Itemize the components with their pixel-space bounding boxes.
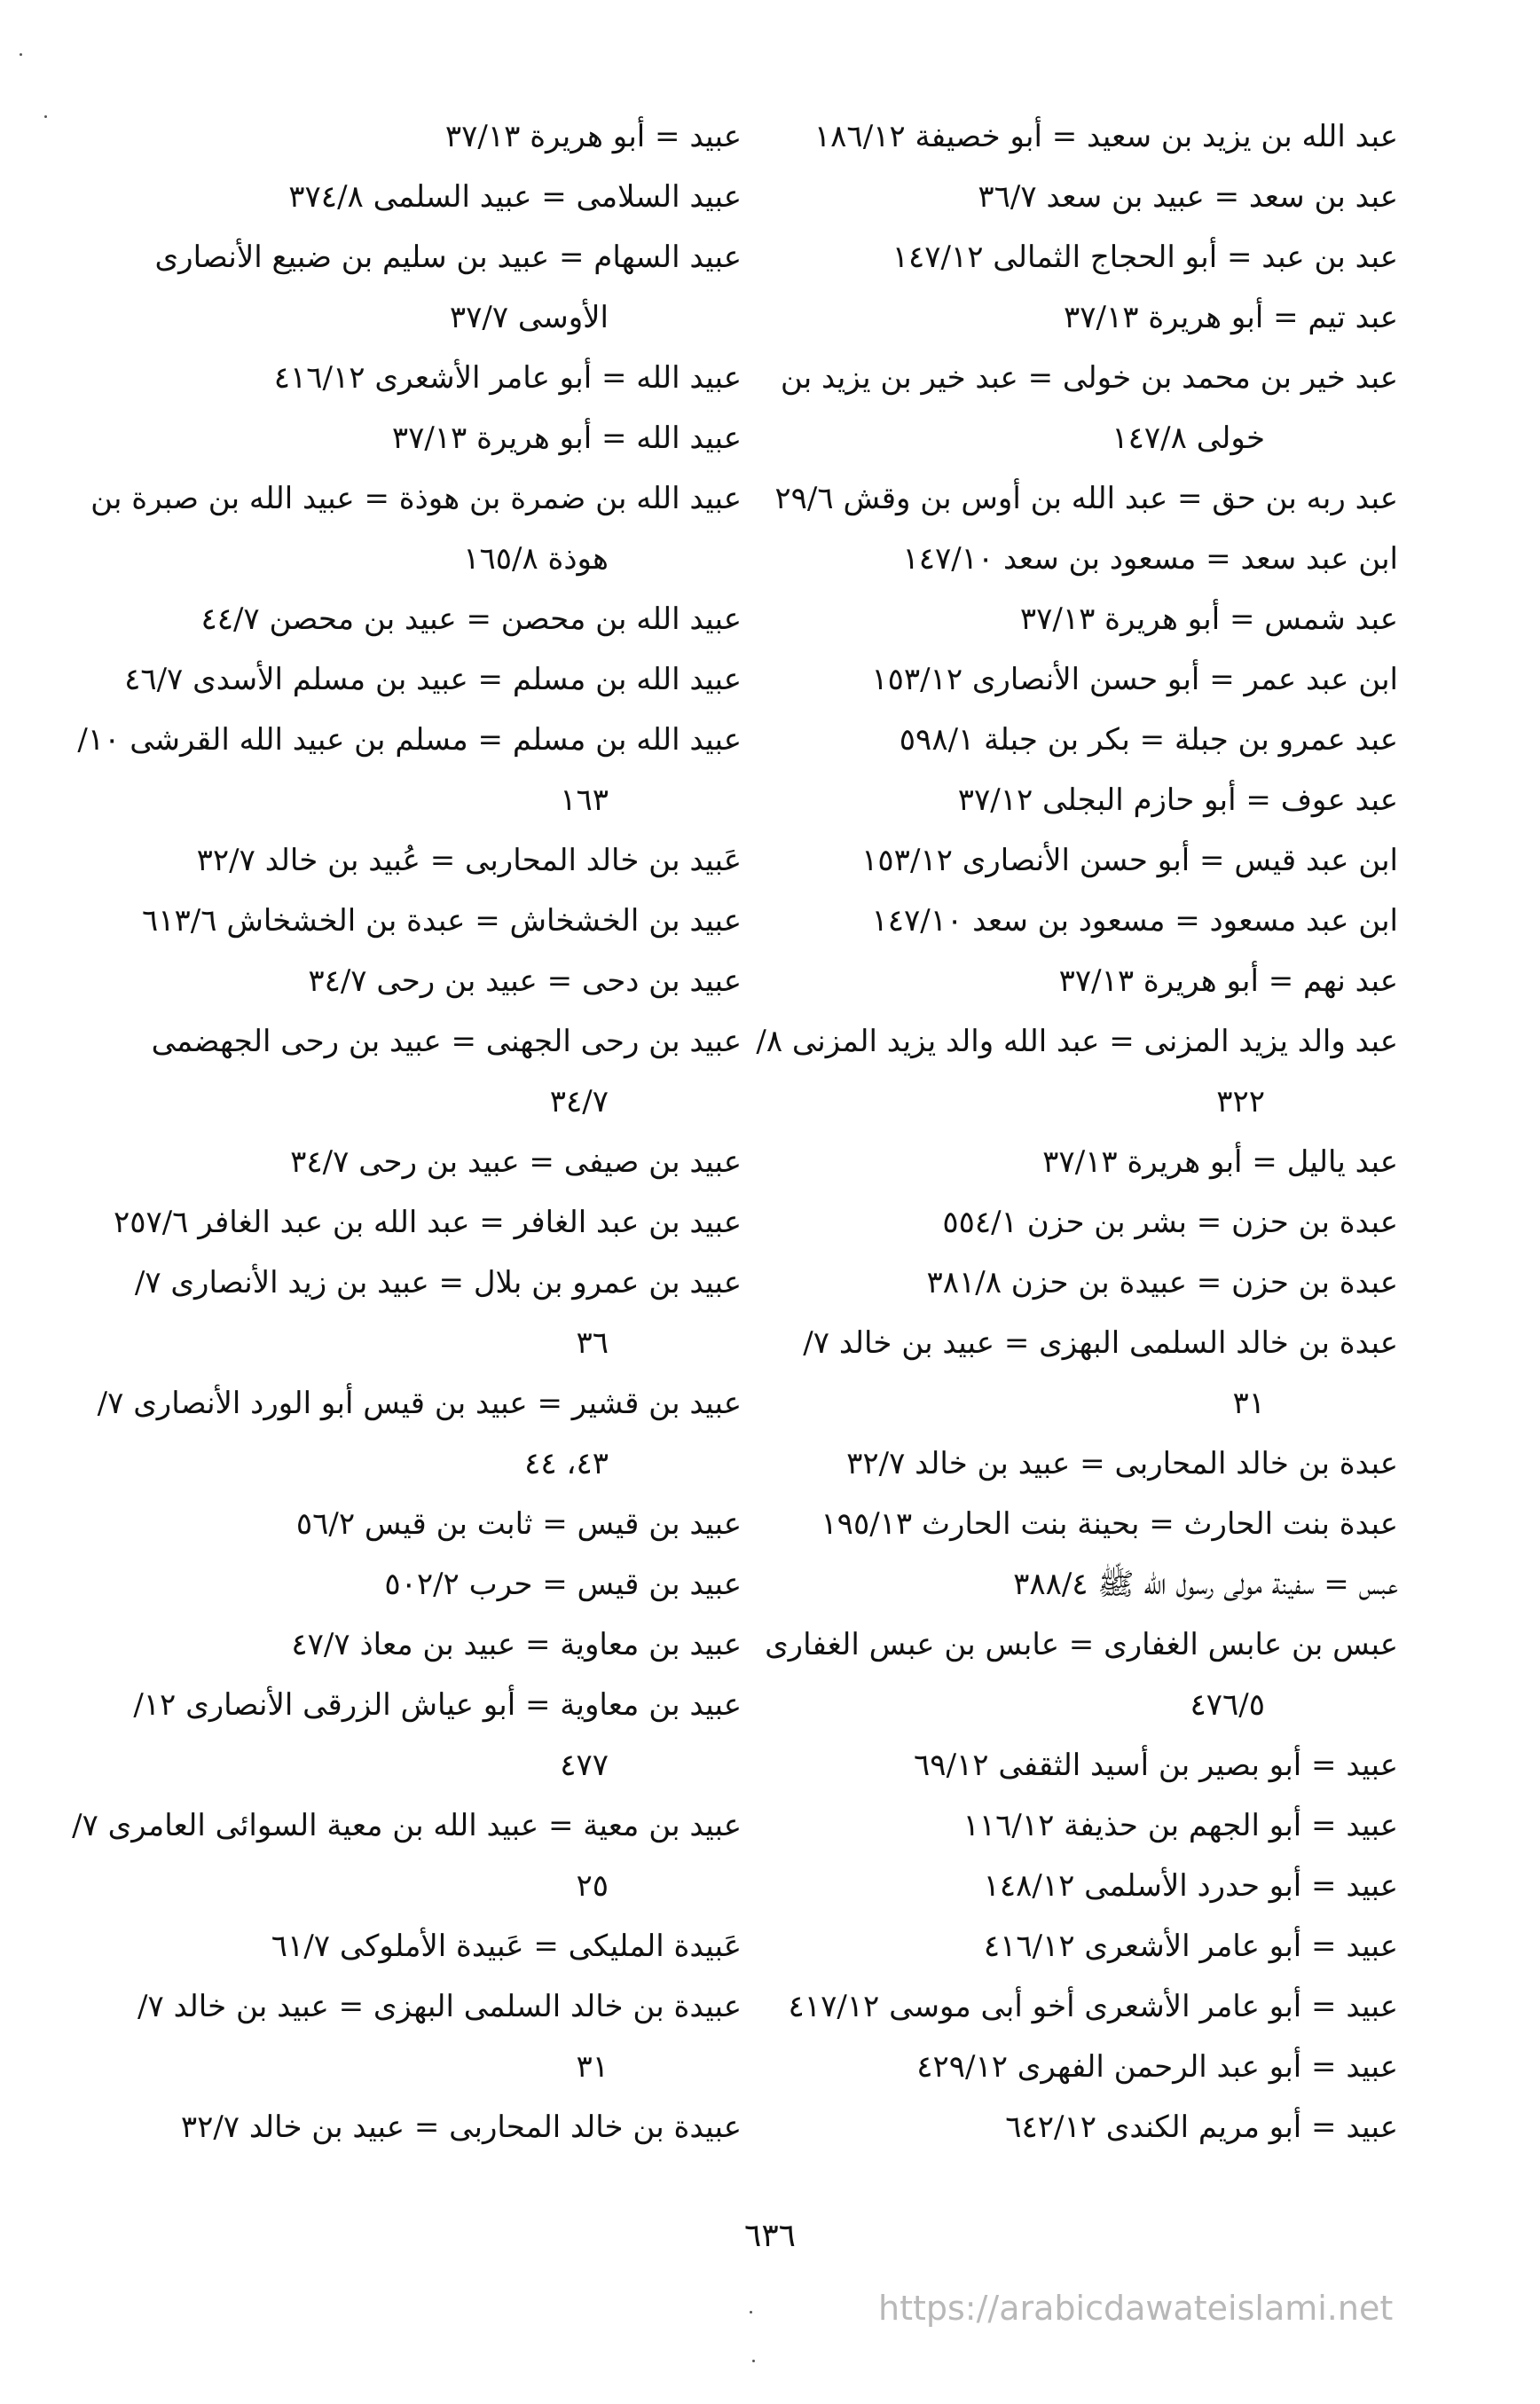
left-column-entry-line: عبيد بن معية = عبيد الله بن معية السوائى العامرى ٧/ <box>72 1808 742 1843</box>
right-column-entry-line: عبد والد يزيد المزنى = عبد الله والد يزيد المزنى ٨/ <box>756 1024 1398 1059</box>
right-column-entry-line: عبد ياليل = أبو هريرة ٣٧/١٣ <box>1042 1144 1398 1180</box>
left-column-entry-line: عبيد الله بن مسلم = مسلم بن عبيد الله القرشى ١٠/ <box>77 722 742 758</box>
left-column-entry-line: عبيد بن دحى = عبيد بن رحى ٣٤/٧ <box>308 963 742 999</box>
left-column-entry-line: عبيد بن قيس = حرب ٥٠٢/٢ <box>384 1567 742 1602</box>
left-column-entry-line: عبيد بن عبد الغافر = عبد الله بن عبد الغافر ٢٥٧/٦ <box>113 1205 742 1240</box>
right-column-entry-line: عبد عمرو بن جبلة = بكر بن جبلة ٥٩٨/١ <box>899 722 1398 758</box>
right-column-entry-line: عبس = سفينة مولى رسول الله ﷺ ٣٨٨/٤ <box>1013 1567 1398 1602</box>
right-column-entry-line: عبيد = أبو الجهم بن حذيفة ١١٦/١٢ <box>962 1808 1398 1843</box>
left-column-entry-line: عبيد الله = أبو عامر الأشعرى ٤١٦/١٢ <box>273 360 742 396</box>
right-column-entry-line: عبدة بن خالد المحاربى = عبيد بن خالد ٣٢/٧ <box>846 1446 1398 1481</box>
left-column-entry-line: ٣٤/٧ <box>549 1084 609 1120</box>
right-column-entry-line: عبد ربه بن حق = عبد الله بن أوس بن وقش ٢٩/٦ <box>774 481 1398 516</box>
right-column-entry-line: عبد نهم = أبو هريرة ٣٧/١٣ <box>1058 963 1398 999</box>
left-column <box>72 106 742 2157</box>
right-column-entry-line: عبيد = أبو بصير بن أسيد الثقفى ٦٩/١٢ <box>914 1748 1398 1783</box>
right-column <box>756 106 1398 2157</box>
right-column-entry-line: عبدة بن حزن = بشر بن حزن ٥٥٤/١ <box>942 1205 1398 1240</box>
right-column-entry-line: عبيد = أبو عامر الأشعرى أخو أبى موسى ٤١٧/١٢ <box>788 1989 1398 2024</box>
scan-speck <box>20 53 22 56</box>
left-column-entry-line: عبيد السهام = عبيد بن سليم بن ضبيع الأنصارى <box>154 240 742 275</box>
right-column-entry-line: ٣١ <box>1232 1386 1265 1421</box>
right-column-entry-line: ٤٧٦/٥ <box>1190 1687 1265 1723</box>
left-column-entry-line: عبيد بن قشير = عبيد بن قيس أبو الورد الأنصارى ٧/ <box>97 1386 742 1421</box>
left-column-entry-line: ٣٦ <box>576 1325 609 1361</box>
left-column-entry-line: عبيد الله = أبو هريرة ٣٧/١٣ <box>391 420 742 456</box>
right-column-entry-line: عبد الله بن يزيد بن سعيد = أبو خصيفة ١٨٦/١٢ <box>813 119 1398 154</box>
right-column-entry-line: عبد تيم = أبو هريرة ٣٧/١٣ <box>1064 300 1398 335</box>
left-column-entry-line: ٢٥ <box>576 1868 609 1904</box>
left-column-entry-line: هوذة ١٦٥/٨ <box>463 541 609 577</box>
left-column-entry-line: عبيد = أبو هريرة ٣٧/١٣ <box>444 119 742 154</box>
left-column-entry-line: ٤٧٧ <box>560 1748 609 1783</box>
left-column-entry-line: عبيد بن معاوية = عبيد بن معاذ ٤٧/٧ <box>291 1627 742 1662</box>
left-column-entry-line: عبيد بن معاوية = أبو عياش الزرقى الأنصارى ١٢/ <box>133 1687 742 1723</box>
left-column-entry-line: عبيد الله بن مسلم = عبيد بن مسلم الأسدى ٤٦/٧ <box>124 662 742 697</box>
left-column-entry-line: عبيدة بن خالد السلمى البهزى = عبيد بن خالد ٧/ <box>138 1989 742 2024</box>
right-column-entry-line: عبد عوف = أبو حازم البجلى ٣٧/١٢ <box>957 782 1398 818</box>
right-column-entry-line: عبدة بن حزن = عبيدة بن حزن ٣٨١/٨ <box>926 1265 1398 1300</box>
right-column-entry-line: ٣٢٢ <box>1216 1084 1265 1120</box>
right-column-entry-line: عبد خير بن محمد بن خولى = عبد خير بن يزيد بن <box>780 360 1398 396</box>
right-column-entry-line: عبد بن سعد = عبيد بن سعد ٣٦/٧ <box>978 179 1398 215</box>
right-column-entry-line: ابن عبد سعد = مسعود بن سعد ١٤٧/١٠ <box>902 541 1398 577</box>
left-column-entry-line: الأوسى ٣٧/٧ <box>449 300 609 335</box>
left-column-entry-line: ٤٣، ٤٤ <box>524 1446 609 1481</box>
right-column-entry-line: عبدة بن خالد السلمى البهزى = عبيد بن خالد ٧/ <box>803 1325 1398 1361</box>
left-column-entry-line: عبيد بن رحى الجهنى = عبيد بن رحى الجهضمى <box>151 1024 742 1059</box>
right-column-entry-line: عبدة بنت الحارث = بحينة بنت الحارث ١٩٥/١٣ <box>821 1506 1398 1542</box>
page-number: ٦٣٦ <box>743 2218 796 2254</box>
left-column-entry-line: عبيد السلامى = عبيد السلمى ٣٧٤/٨ <box>288 179 742 215</box>
right-column-entry-line: ابن عبد مسعود = مسعود بن سعد ١٤٧/١٠ <box>871 903 1398 939</box>
right-column-entry-line: عبيد = أبو عامر الأشعرى ٤١٦/١٢ <box>983 1929 1398 1964</box>
right-column-entry-line: عبيد = أبو حدرد الأسلمى ١٤٨/١٢ <box>983 1868 1398 1904</box>
scan-speck <box>750 2311 752 2314</box>
right-column-entry-line: ابن عبد قيس = أبو حسن الأنصارى ١٥٣/١٢ <box>861 843 1398 878</box>
right-column-entry-line: ابن عبد عمر = أبو حسن الأنصارى ١٥٣/١٢ <box>871 662 1398 697</box>
left-column-entry-line: عبيد الله بن ضمرة بن هوذة = عبيد الله بن صبرة بن <box>90 481 742 516</box>
right-column-entry-line: عبد شمس = أبو هريرة ٣٧/١٣ <box>1019 601 1398 637</box>
right-column-entry-line: عبس بن عابس الغفارى = عابس بن عبس الغفارى <box>765 1627 1398 1662</box>
right-column-entry-line: عبد بن عبد = أبو الحجاج الثمالى ١٤٧/١٢ <box>892 240 1398 275</box>
left-column-entry-line: عبيدة بن خالد المحاربى = عبيد بن خالد ٣٢/٧ <box>180 2109 742 2145</box>
left-column-entry-line: عبيد بن عمرو بن بلال = عبيد بن زيد الأنصارى ٧/ <box>134 1265 742 1300</box>
scan-speck <box>752 2360 755 2362</box>
left-column-entry-line: عبيد بن الخشخاش = عبدة بن الخشخاش ٦١٣/٦ <box>142 903 742 939</box>
left-column-entry-line: عبيد بن قيس = ثابت بن قيس ٥٦/٢ <box>295 1506 742 1542</box>
watermark-url: https://arabicdawateislami.net <box>878 2289 1394 2328</box>
right-column-entry-line: خولى ١٤٧/٨ <box>1112 420 1265 456</box>
left-column-entry-line: عبيد الله بن محصن = عبيد بن محصن ٤٤/٧ <box>200 601 742 637</box>
left-column-entry-line: ١٦٣ <box>560 782 609 818</box>
left-column-entry-line: عَبيد بن خالد المحاربى = عُبيد بن خالد ٣٢/٧ <box>196 843 742 878</box>
left-column-entry-line: عَبيدة المليكى = عَبيدة الأملوكى ٦١/٧ <box>271 1929 742 1964</box>
right-column-entry-line: عبيد = أبو مريم الكندى ٦٤٢/١٢ <box>1005 2109 1398 2145</box>
right-column-entry-line: عبيد = أبو عبد الرحمن الفهرى ٤٢٩/١٢ <box>916 2049 1398 2085</box>
scan-speck <box>44 115 47 118</box>
left-column-entry-line: عبيد بن صيفى = عبيد بن رحى ٣٤/٧ <box>290 1144 742 1180</box>
left-column-entry-line: ٣١ <box>576 2049 609 2085</box>
